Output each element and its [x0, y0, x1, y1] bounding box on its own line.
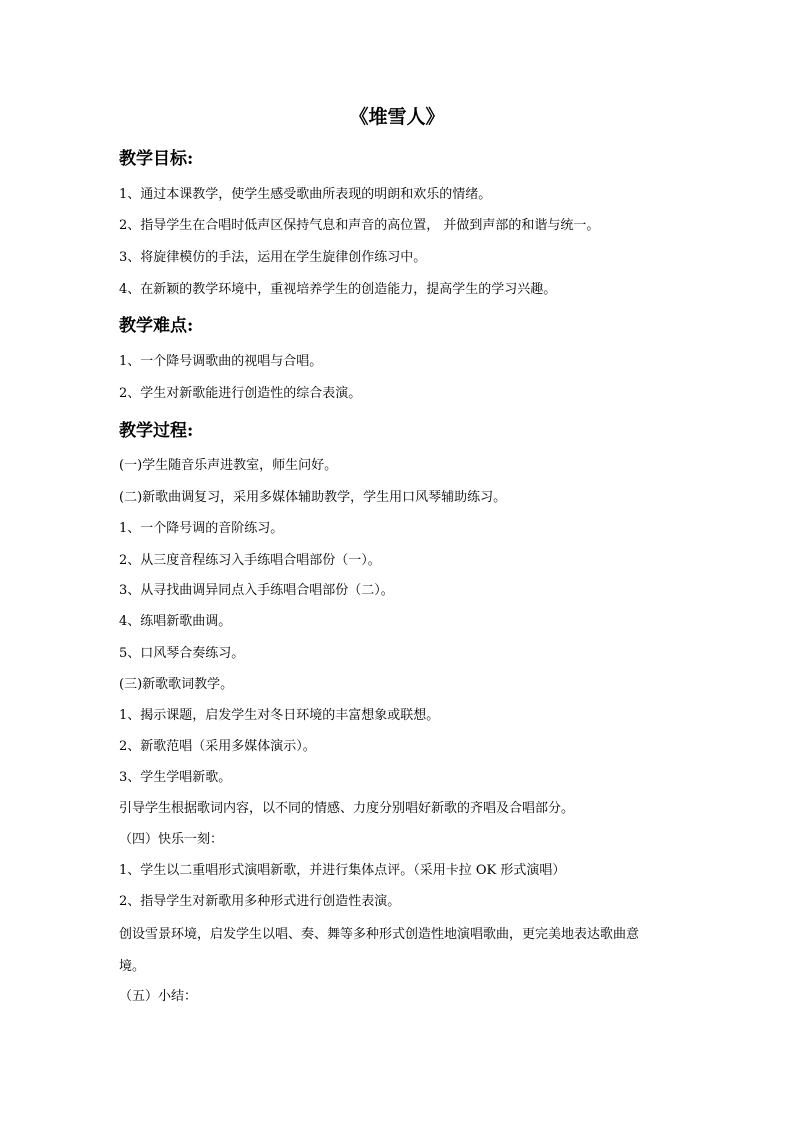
process-item-12: 引导学生根据歌词内容，以不同的情感、力度分别唱好新歌的齐唱及合唱部分。: [119, 801, 575, 816]
process-item-14: 1、学生以二重唱形式演唱新歌，并进行集体点评。（采用卡拉 OK 形式演唱）: [119, 863, 566, 878]
process-item-17: 境。: [119, 959, 146, 974]
process-item-16: 创设雪景环境，启发学生以唱、奏、舞等多种形式创造性地演唱歌曲，更完美地表达歌曲意: [119, 927, 640, 942]
goals-item-1: 1、通过本课教学，使学生感受歌曲所表现的明朗和欢乐的情绪。: [119, 187, 492, 202]
process-item-3: 1、一个降号调的音阶练习。: [119, 521, 284, 536]
process-item-9: 1、揭示课题，启发学生对冬日环境的丰富想象或联想。: [119, 708, 440, 723]
process-item-10: 2、新歌范唱（采用多媒体演示）。: [119, 739, 316, 754]
process-item-6: 4、练唱新歌曲调。: [119, 614, 232, 629]
goals-item-4: 4、在新颖的教学环境中，重视培养学生的创造能力，提高学生的学习兴趣。: [119, 282, 557, 297]
goals-heading: 教学目标:: [119, 149, 194, 169]
process-item-15: 2、指导学生对新歌用多种形式进行创造性表演。: [119, 894, 401, 909]
process-item-7: 5、口风琴合奏练习。: [119, 646, 245, 661]
process-item-13: （四）快乐一刻：: [119, 832, 224, 847]
process-item-2: (二)新歌曲调复习，采用多媒体辅助教学，学生用口风琴辅助练习。: [119, 490, 507, 505]
difficulties-item-2: 2、学生对新歌能进行创造性的综合表演。: [119, 386, 362, 401]
process-item-1: (一)学生随音乐声进教室，师生问好。: [119, 458, 338, 473]
document-title: 《堆雪人》: [349, 106, 445, 128]
difficulties-item-1: 1、一个降号调歌曲的视唱与合唱。: [119, 354, 323, 369]
process-item-18: （五）小结：: [119, 989, 198, 1004]
process-item-4: 2、从三度音程练习入手练唱合唱部份（一）。: [119, 553, 381, 568]
process-item-8: (三)新歌歌词教学。: [119, 677, 234, 692]
process-heading: 教学过程:: [119, 421, 194, 441]
process-item-11: 3、学生学唱新歌。: [119, 770, 232, 785]
goals-item-2: 2、指导学生在合唱时低声区保持气息和声音的高位置， 并做到声部的和谐与统一。: [119, 218, 600, 233]
goals-item-3: 3、将旋律模仿的手法，运用在学生旋律创作练习中。: [119, 250, 427, 265]
difficulties-heading: 教学难点:: [119, 316, 194, 336]
process-item-5: 3、从寻找曲调异同点入手练唱合唱部份（二）。: [119, 583, 394, 598]
